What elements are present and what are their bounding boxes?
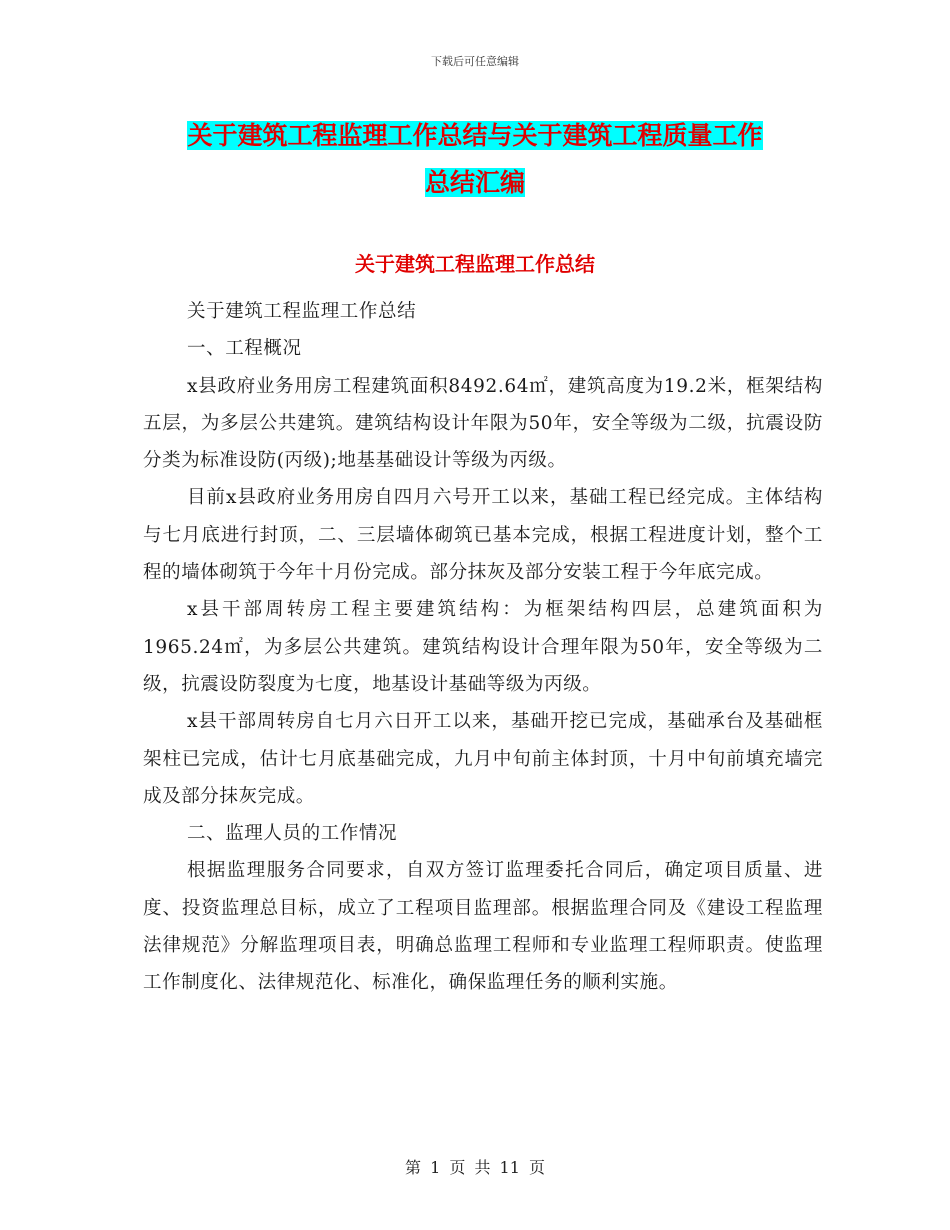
body-paragraph: x县政府业务用房工程建筑面积8492.64㎡，建筑高度为19.2米，框架结构五层，为多层公共建筑。建筑结构设计年限为50年，安全等级为二级，抗震设防分类为标准设防(丙级);地基基础设计等级为丙级。 — [143, 375, 823, 472]
body-subheading-overview: 一、工程概况 — [187, 338, 302, 360]
body-paragraph: x县干部周转房自七月六日开工以来，基础开挖已完成，基础承台及基础框架柱已完成，估计七月底基础完成，九月中旬前主体封顶，十月中旬前填充墙完成及部分抹灰完成。 — [143, 711, 823, 807]
document-title-line-1: 关于建筑工程监理工作总结与关于建筑工程质量工作 — [187, 121, 763, 150]
page-number-footer: 第 1 页 共 11 页 — [405, 1158, 545, 1177]
document-title-line-2: 总结汇编 — [424, 168, 525, 197]
body-paragraph: 根据监理服务合同要求，自双方签订监理委托合同后，确定项目质量、进度、投资监理总目标，成立了工程项目监理部。根据监理合同及《建设工程监理法律规范》分解监理项目表，明确总监理工程师和专业监理工程师职责。使监理工作制度化、法律规范化、标准化，确保监理任务的顺利实施。 — [143, 860, 823, 994]
body-heading: 关于建筑工程监理工作总结 — [187, 301, 417, 322]
body-paragraph: 目前x县政府业务用房自四月六号开工以来，基础工程已经完成。主体结构与七月底进行封顶，二、三层墙体砌筑已基本完成，根据工程进度计划，整个工程的墙体砌筑于今年十月份完成。部分抹灰及部分安装工程于今年底完成。 — [143, 487, 823, 584]
document-body — [143, 293, 823, 1002]
section-title: 关于建筑工程监理工作总结 — [355, 252, 595, 276]
body-paragraph: x县干部周转房工程主要建筑结构：为框架结构四层，总建筑面积为1965.24㎡，为多层公共建筑。建筑结构设计合理年限为50年，安全等级为二级，抗震设防裂度为七度，地基设计基础等级为丙级。 — [143, 599, 823, 695]
page-header-note: 下载后可任意编辑 — [431, 55, 519, 68]
body-subheading-staff: 二、监理人员的工作情况 — [187, 823, 398, 845]
document-title — [100, 112, 850, 206]
